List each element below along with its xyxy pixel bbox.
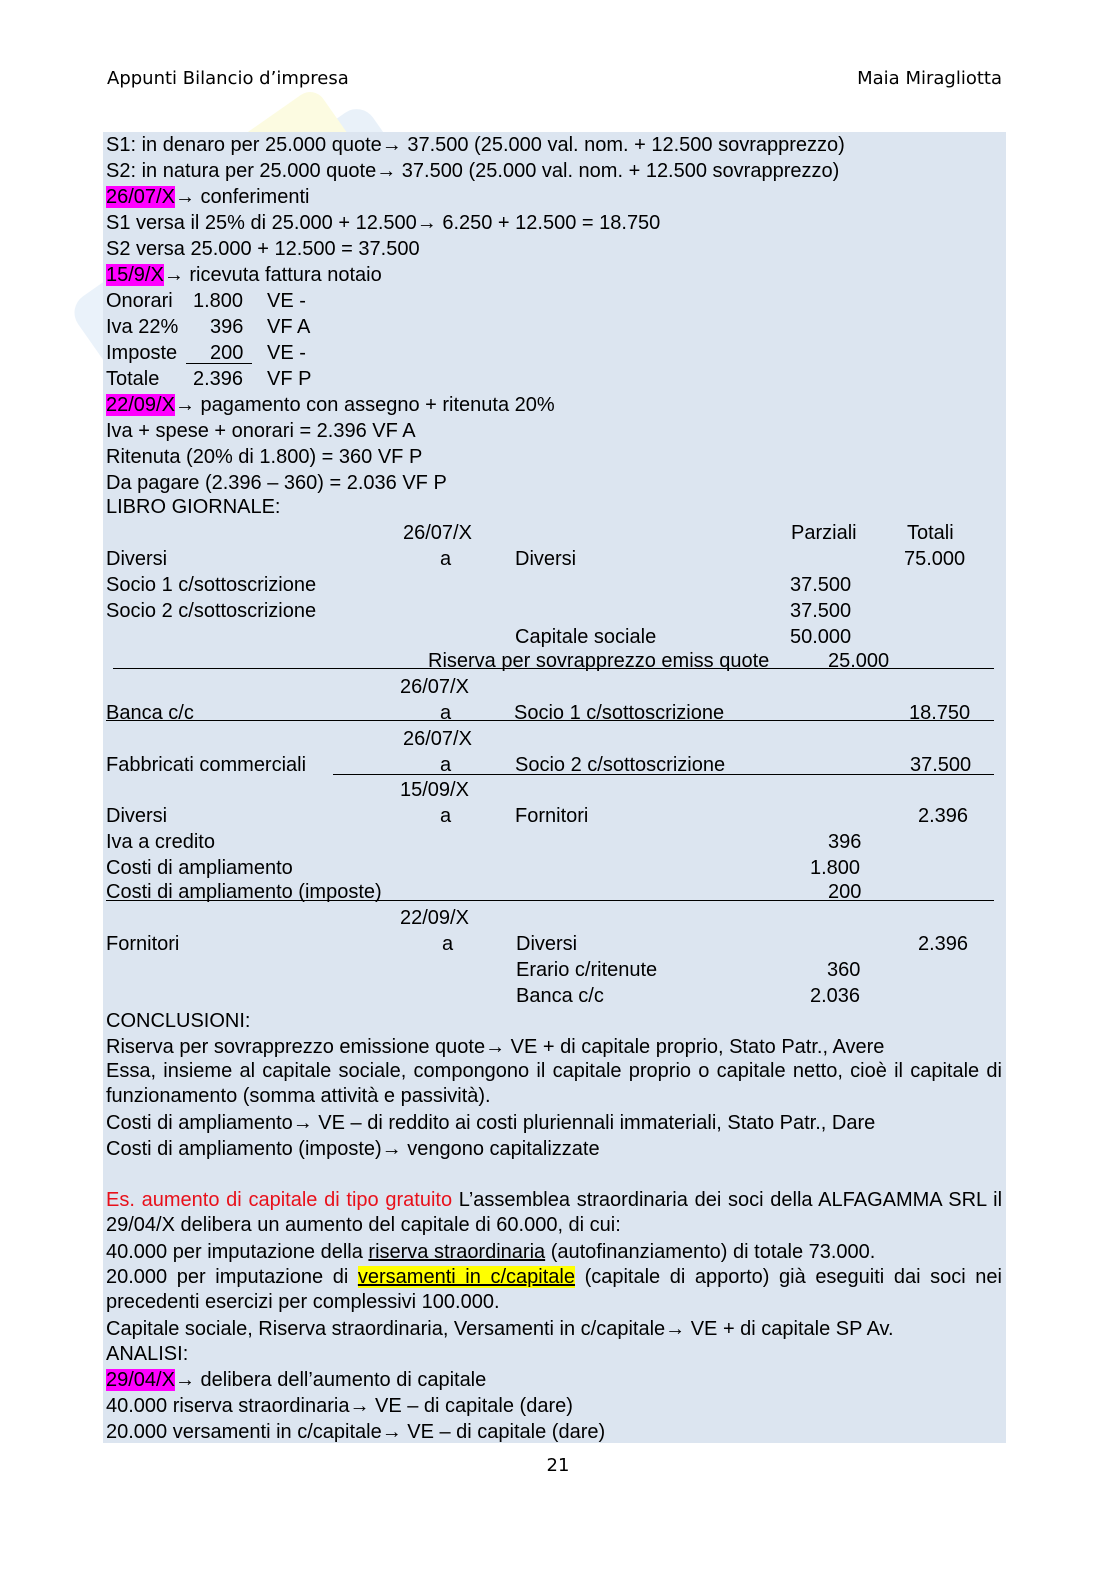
example-versamenti-para: 20.000 per imputazione di versamenti in c/capitale (capitale di apporto) già eseguiti dai soci nei precedenti esercizi per complessivi 100.000. [106,1266,1002,1313]
entry-row-partial: 37.500 [790,600,852,622]
entry-debit: Diversi [106,548,168,570]
entry-row-partial: 396 [828,831,862,853]
entry-debit: Banca c/c [106,702,194,724]
inv-code: VF P [267,368,312,390]
conclusion-capitale-proprio: Essa, insieme al capitale sociale, compongono il capitale proprio o capitale netto, cioè il capitale di funzionamento (somma attività e passività). [106,1060,1002,1107]
entry-debit: Fornitori [106,933,180,955]
entry-total: 2.396 [918,933,969,955]
line-s1: S1: in denaro per 25.000 quote→ 37.500 (25.000 val. nom. + 12.500 sovrapprezzo) [106,134,845,156]
entry-rule [333,774,994,775]
entry-row-partial: 1.800 [810,857,861,879]
entry-row-account: Costi di ampliamento [106,857,293,879]
date-highlight: 26/07/X [106,186,175,208]
date-highlight: 22/09/X [106,394,175,416]
entry-credit: Diversi [515,548,577,570]
line-ritenuta: Ritenuta (20% di 1.800) = 360 VF P [106,446,423,468]
entry-date: 22/09/X [400,907,469,929]
riserva-straordinaria-underlined: riserva straordinaria [368,1241,546,1263]
line-da-pagare: Da pagare (2.396 – 360) = 2.036 VF P [106,472,447,494]
date-highlight: 15/9/X [106,264,164,286]
entry-debit: Diversi [106,805,168,827]
inv-label: Imposte [106,342,178,364]
entry-row-account: Socio 2 c/sottoscrizione [106,600,317,622]
entry-rule [106,720,994,721]
entry-row-account: Costi di ampliamento (imposte) [106,881,382,903]
header-author: Maia Miragliotta [857,68,1002,89]
entry-date: 26/07/X [400,676,469,698]
inv-code: VE - [267,342,306,364]
entry-a: a [440,754,452,776]
column-totali: Totali [907,522,954,544]
entry-row-account: Banca c/c [516,985,604,1007]
date-highlight: 29/04/X [106,1369,175,1391]
entry-rule [106,900,994,901]
line-fattura: 15/9/X→ ricevuta fattura notaio [106,264,382,286]
entry-a: a [440,548,452,570]
entry-row-account: Erario c/ritenute [516,959,658,981]
entry-row-account: Capitale sociale [515,626,657,648]
entry-row-partial: 200 [828,881,862,903]
inv-label: Iva 22% [106,316,179,338]
page-number: 21 [546,1455,570,1476]
inv-label: Onorari [106,290,173,312]
entry-credit: Socio 2 c/sottoscrizione [515,754,726,776]
example-riserva-line: 40.000 per imputazione della riserva straordinaria (autofinanziamento) di totale 73.000. [106,1241,876,1263]
example-title: Es. aumento di capitale di tipo gratuito [106,1189,453,1211]
entry-date: 26/07/X [403,522,472,544]
inv-code: VF A [267,316,311,338]
line-delibera: 29/04/X→ delibera dell’aumento di capitale [106,1369,487,1391]
entry-row-account: Socio 1 c/sottoscrizione [106,574,317,596]
entry-row-partial: 25.000 [828,650,890,672]
line-conferimenti: 26/07/X→ conferimenti [106,186,310,208]
entry-credit: Diversi [516,933,578,955]
entry-debit: Fabbricati commerciali [106,754,307,776]
line-versamenti-dare: 20.000 versamenti in c/capitale→ VE – di capitale (dare) [106,1421,606,1443]
line-s2-versa: S2 versa 25.000 + 12.500 = 37.500 [106,238,420,260]
line-s2: S2: in natura per 25.000 quote→ 37.500 (25.000 val. nom. + 12.500 sovrapprezzo) [106,160,840,182]
example-classification: Capitale sociale, Riserva straordinaria, Versamenti in c/capitale→ VE + di capitale SP Av. [106,1318,894,1340]
entry-row-partial: 37.500 [790,574,852,596]
entry-row-account: Riserva per sovrapprezzo emiss quote [428,650,770,672]
entry-date: 26/07/X [403,728,472,750]
entry-date: 15/09/X [400,779,469,801]
versamenti-highlight: versamenti in c/capitale [357,1266,575,1288]
entry-row-partial: 2.036 [810,985,861,1007]
header-title: Appunti Bilancio d’impresa [107,68,349,89]
section-libro-giornale: LIBRO GIORNALE: [106,496,281,518]
section-conclusioni: CONCLUSIONI: [106,1010,251,1032]
sum-rule [186,363,252,364]
entry-credit: Fornitori [515,805,589,827]
entry-row-partial: 50.000 [790,626,852,648]
entry-a: a [440,805,452,827]
inv-amount: 1.800 [193,290,244,312]
entry-total: 37.500 [910,754,972,776]
inv-code: VE - [267,290,306,312]
entry-row-account: Iva a credito [106,831,215,853]
entry-total: 2.396 [918,805,969,827]
entry-rule [113,668,994,669]
conclusion-imposte: Costi di ampliamento (imposte)→ vengono capitalizzate [106,1138,600,1160]
entry-a: a [440,702,452,724]
column-parziali: Parziali [791,522,857,544]
line-s1-versa: S1 versa il 25% di 25.000 + 12.500→ 6.250 + 12.500 = 18.750 [106,212,661,234]
entry-credit: Socio 1 c/sottoscrizione [514,702,725,724]
conclusion-riserva: Riserva per sovrapprezzo emissione quote→ VE + di capitale proprio, Stato Patr., Avere [106,1036,885,1058]
entry-a: a [442,933,454,955]
example-intro: Es. aumento di capitale di tipo gratuito L’assemblea straordinaria dei soci della ALFAGAMMA SRL il 29/04/X delibera un aumento del capitale di 60.000, di cui: [106,1189,1003,1236]
inv-amount: 2.396 [193,368,244,390]
line-pagamento: 22/09/X→ pagamento con assegno + ritenuta 20% [106,394,555,416]
inv-amount: 396 [210,316,244,338]
entry-total: 18.750 [909,702,971,724]
inv-amount: 200 [210,342,244,364]
line-iva-spese: Iva + spese + onorari = 2.396 VF A [106,420,416,442]
line-riserva-dare: 40.000 riserva straordinaria→ VE – di capitale (dare) [106,1395,573,1417]
section-analisi: ANALISI: [106,1343,189,1365]
inv-label: Totale [106,368,160,390]
conclusion-costi-ampliamento: Costi di ampliamento→ VE – di reddito ai costi pluriennali immateriali, Stato Patr., Dare [106,1112,876,1134]
entry-total: 75.000 [904,548,966,570]
entry-row-partial: 360 [827,959,861,981]
